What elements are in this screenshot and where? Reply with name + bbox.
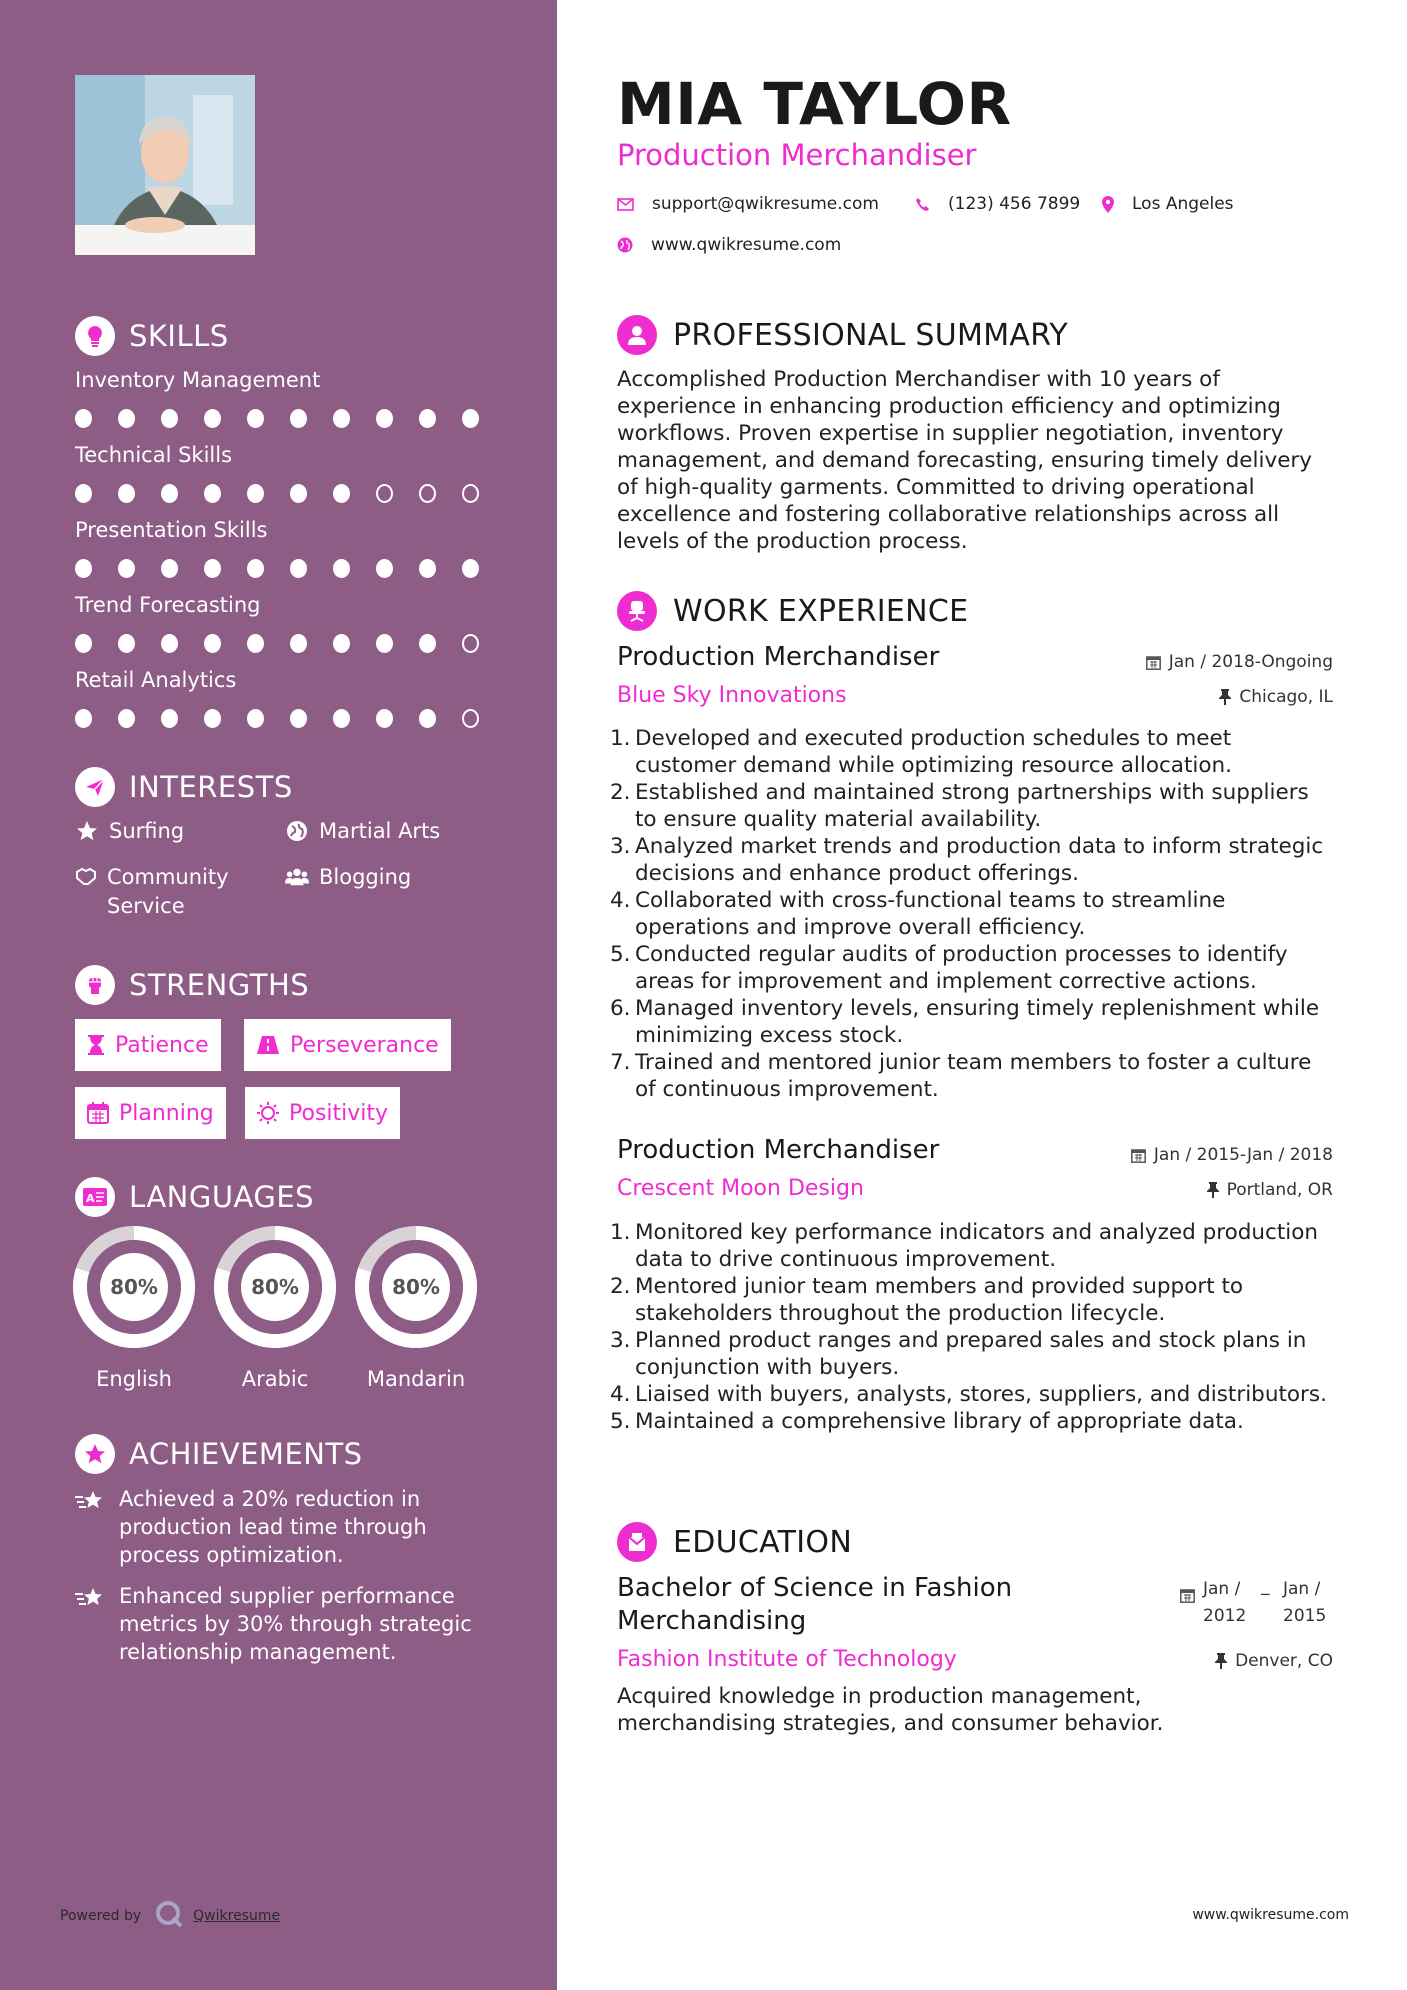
rating-dot-filled	[419, 559, 436, 578]
language-item	[354, 1225, 478, 1391]
languages-title: LANGUAGES	[129, 1180, 315, 1214]
bullet-number: 4.	[610, 888, 631, 913]
rating-dot-filled	[161, 709, 178, 728]
job-bullet	[610, 1219, 1330, 1273]
job-bullet	[610, 941, 1330, 995]
rating-dot-empty	[376, 484, 393, 503]
skills-title: SKILLS	[129, 319, 229, 353]
bullet-text: Analyzed market trends and production data to inform strategic decisions and enhance product offerings.	[635, 834, 1324, 886]
rating-dot-filled	[462, 409, 479, 428]
bullet-text: Liaised with buyers, analysts, stores, suppliers, and distributors.	[635, 1382, 1327, 1407]
achievement-text: Achieved a 20% reduction in production lead time through process optimization.	[119, 1487, 427, 1567]
profile-photo	[75, 75, 255, 255]
rating-dot-filled	[118, 484, 135, 503]
svg-text:A: A	[86, 1192, 95, 1205]
phone-icon	[915, 197, 930, 212]
job-company: Blue Sky Innovations	[617, 683, 847, 708]
interest-label: Martial Arts	[319, 819, 441, 843]
bullet-number: 5.	[610, 942, 631, 967]
interest-label: Community Service	[107, 865, 229, 918]
strengths-heading	[75, 963, 309, 1007]
bullet-text: Maintained a comprehensive library of appropriate data.	[635, 1409, 1244, 1434]
qwikresume-link[interactable]: Qwikresume	[193, 1908, 281, 1924]
strength-badge	[244, 1019, 451, 1071]
rating-dot-filled	[118, 709, 135, 728]
sidebar	[0, 0, 557, 1990]
rating-dot-filled	[333, 709, 350, 728]
contact-website	[617, 235, 841, 255]
job-location-text: Portland, OR	[1226, 1180, 1333, 1200]
job-title: Production Merchandiser	[617, 642, 940, 672]
rating-dot-filled	[161, 559, 178, 578]
candidate-title: Production Merchandiser	[617, 138, 977, 172]
rating-dot-filled	[161, 484, 178, 503]
rating-dot-filled	[204, 634, 221, 653]
rating-dot-filled	[118, 559, 135, 578]
job-location	[1207, 1180, 1333, 1200]
interest-label: Blogging	[319, 865, 412, 889]
job-location	[1219, 687, 1333, 707]
contact-phone	[915, 194, 1080, 214]
skill-item	[75, 515, 505, 578]
star-badge-icon	[75, 1434, 115, 1474]
language-item	[213, 1225, 337, 1391]
job-location-text: Chicago, IL	[1239, 687, 1333, 707]
envelope-icon	[617, 198, 634, 211]
strength-badge	[75, 1087, 226, 1139]
graduation-icon	[617, 1522, 657, 1562]
skill-name: Inventory Management	[75, 368, 321, 392]
road-icon	[256, 1035, 280, 1055]
skill-item	[75, 440, 505, 503]
rating-dot-filled	[290, 409, 307, 428]
bullet-number: 3.	[610, 1328, 631, 1353]
interest-item	[285, 863, 411, 892]
job-bullet	[610, 1381, 1330, 1408]
education-title: EDUCATION	[673, 1524, 853, 1560]
bullet-number: 5.	[610, 1409, 631, 1434]
experience-heading	[617, 591, 968, 631]
language-percent: 80%	[392, 1275, 440, 1299]
rating-dot-filled	[333, 409, 350, 428]
interest-item	[285, 817, 440, 846]
interest-label: Surfing	[109, 819, 185, 843]
job-bullet	[610, 1273, 1330, 1327]
rating-dot-empty	[462, 709, 479, 728]
bullet-number: 2.	[610, 1274, 631, 1299]
rating-dot-filled	[419, 409, 436, 428]
job-bullet	[610, 779, 1330, 833]
bullet-number: 1.	[610, 1220, 631, 1245]
user-icon	[617, 315, 657, 355]
bullet-number: 6.	[610, 996, 631, 1021]
rating-dot-filled	[247, 409, 264, 428]
rating-dot-filled	[290, 484, 307, 503]
job-title: Production Merchandiser	[617, 1135, 940, 1165]
achievement-text: Enhanced supplier performance metrics by 30% through strategic relationship management.	[119, 1584, 472, 1664]
language-name: Mandarin	[366, 1367, 466, 1391]
paper-plane-icon	[75, 767, 115, 807]
job-dates	[1146, 652, 1333, 672]
language-name: Arabic	[241, 1367, 309, 1391]
rating-dot-filled	[75, 634, 92, 653]
job-dates-text: Jan / 2018-Ongoing	[1168, 652, 1333, 672]
handshake-icon	[75, 863, 97, 886]
strength-label: Patience	[115, 1032, 209, 1058]
bullet-number: 1.	[610, 726, 631, 751]
shooting-star-icon	[75, 1582, 107, 1616]
calendar-icon	[1146, 655, 1161, 670]
skill-name: Trend Forecasting	[75, 593, 261, 617]
skill-rating	[75, 484, 505, 503]
bullet-number: 7.	[610, 1050, 631, 1075]
contact-location	[1102, 194, 1234, 214]
rating-dot-empty	[462, 634, 479, 653]
lightbulb-icon	[75, 316, 115, 356]
globe-icon	[285, 817, 309, 842]
job-bullet	[610, 995, 1330, 1049]
skill-rating	[75, 634, 505, 653]
education-description: Acquired knowledge in production management, merchandising strategies, and consumer behavior.	[617, 1684, 1164, 1736]
language-icon	[75, 1177, 115, 1217]
rating-dot-filled	[333, 484, 350, 503]
skill-name: Technical Skills	[75, 443, 233, 467]
users-icon	[285, 863, 309, 888]
strengths-title: STRENGTHS	[129, 968, 310, 1002]
rating-dot-filled	[290, 634, 307, 653]
rating-dot-filled	[161, 634, 178, 653]
summary-heading	[617, 315, 1068, 355]
job-bullet-list	[610, 1219, 1330, 1435]
rating-dot-filled	[75, 484, 92, 503]
globe-icon	[617, 237, 633, 253]
achievement-item	[75, 1485, 505, 1569]
skill-rating	[75, 409, 505, 428]
rating-dot-filled	[118, 409, 135, 428]
rating-dot-filled	[247, 484, 264, 503]
qwikresume-logo-icon	[155, 1900, 183, 1932]
rating-dot-filled	[462, 559, 479, 578]
skill-item	[75, 665, 505, 728]
office-chair-icon	[617, 591, 657, 631]
rating-dot-filled	[161, 409, 178, 428]
pushpin-icon	[1219, 689, 1231, 705]
job-bullet	[610, 725, 1330, 779]
language-progress-ring	[354, 1225, 478, 1349]
rating-dot-filled	[333, 634, 350, 653]
rating-dot-filled	[333, 559, 350, 578]
language-item	[72, 1225, 196, 1391]
rating-dot-filled	[247, 634, 264, 653]
powered-by	[60, 1900, 280, 1932]
fist-icon	[75, 965, 115, 1005]
skill-name: Presentation Skills	[75, 518, 268, 542]
strength-label: Planning	[119, 1100, 214, 1126]
bullet-text: Established and maintained strong partnerships with suppliers to ensure quality material availability.	[635, 780, 1309, 832]
job-dates-text: Jan / 2015-Jan / 2018	[1153, 1145, 1333, 1165]
education-location	[1215, 1651, 1333, 1671]
job-bullet	[610, 887, 1330, 941]
education-degree: Bachelor of Science in Fashion Merchandising	[617, 1573, 1013, 1636]
bullet-text: Collaborated with cross-functional teams to streamline operations and improve overall efficiency.	[635, 888, 1226, 940]
job-bullet	[610, 833, 1330, 887]
strength-badge	[245, 1087, 400, 1139]
bullet-text: Managed inventory levels, ensuring timely replenishment while minimizing excess stock.	[635, 996, 1320, 1048]
footer-website-link[interactable]: www.qwikresume.com	[1192, 1907, 1349, 1923]
rating-dot-empty	[462, 484, 479, 503]
contact-email	[617, 194, 879, 214]
rating-dot-empty	[419, 484, 436, 503]
skill-name: Retail Analytics	[75, 668, 237, 692]
education-school: Fashion Institute of Technology	[617, 1647, 957, 1672]
job-bullet	[610, 1408, 1330, 1435]
calendar-icon	[1180, 1576, 1195, 1603]
education-start: Jan / 2012	[1203, 1579, 1247, 1626]
education-dates: Jan / 2012 _ Jan / 2015	[1180, 1576, 1333, 1630]
skill-item	[75, 590, 505, 653]
rating-dot-filled	[247, 559, 264, 578]
rating-dot-filled	[75, 409, 92, 428]
rating-dot-filled	[75, 559, 92, 578]
map-pin-icon	[1102, 196, 1114, 213]
job-bullet	[610, 1327, 1330, 1381]
achievements-heading	[75, 1432, 363, 1476]
rating-dot-filled	[419, 634, 436, 653]
job-bullet-list	[610, 725, 1330, 1103]
rating-dot-filled	[204, 559, 221, 578]
skills-heading	[75, 314, 229, 358]
rating-dot-filled	[419, 709, 436, 728]
job-bullet	[610, 1049, 1330, 1103]
rating-dot-filled	[376, 559, 393, 578]
bullet-text: Planned product ranges and prepared sales and stock plans in conjunction with buyers.	[635, 1328, 1307, 1380]
rating-dot-filled	[204, 484, 221, 503]
website-link[interactable]: www.qwikresume.com	[651, 235, 842, 255]
bullet-text: Trained and mentored junior team members to foster a culture of continuous improvement.	[635, 1050, 1312, 1102]
email-text[interactable]: support@qwikresume.com	[652, 194, 879, 214]
summary-text: Accomplished Production Merchandiser with 10 years of experience in enhancing production efficiency and optimizing workflows. Proven expertise in supplier negotiation, inventory management, and demand forecasting, ensuring timely delivery of high-quality garments. Committed to driving operational excellence and fostering collaborative relationships across all levels of the production process.	[617, 367, 1312, 554]
rating-dot-filled	[75, 709, 92, 728]
skill-item	[75, 365, 505, 428]
phone-text[interactable]: (123) 456 7899	[948, 194, 1081, 214]
skill-rating	[75, 559, 505, 578]
rating-dot-filled	[204, 709, 221, 728]
strength-badge	[75, 1019, 221, 1071]
hourglass-icon	[87, 1034, 105, 1056]
interest-item	[75, 863, 275, 921]
calendar-icon	[1131, 1148, 1146, 1163]
calendar-icon	[87, 1102, 109, 1124]
education-end: Jan / 2015	[1283, 1579, 1327, 1626]
strength-label: Positivity	[289, 1100, 389, 1126]
rating-dot-filled	[204, 409, 221, 428]
experience-title: WORK EXPERIENCE	[673, 593, 969, 629]
job-company: Crescent Moon Design	[617, 1176, 864, 1201]
rating-dot-filled	[290, 559, 307, 578]
skill-rating	[75, 709, 505, 728]
job-dates	[1131, 1145, 1333, 1165]
interests-heading	[75, 765, 293, 809]
bullet-text: Conducted regular audits of production processes to identify areas for improvement and implement corrective actions.	[635, 942, 1288, 994]
powered-by-label: Powered by	[60, 1908, 142, 1924]
rating-dot-filled	[290, 709, 307, 728]
shooting-star-icon	[75, 1485, 107, 1519]
strength-label: Perseverance	[290, 1032, 439, 1058]
language-percent: 80%	[251, 1275, 299, 1299]
bullet-text: Mentored junior team members and provided support to stakeholders throughout the production lifecycle.	[635, 1274, 1244, 1326]
location-text: Los Angeles	[1132, 194, 1234, 214]
summary-title: PROFESSIONAL SUMMARY	[673, 317, 1069, 353]
interest-item	[75, 817, 184, 846]
language-percent: 80%	[110, 1275, 158, 1299]
education-location-text: Denver, CO	[1235, 1651, 1333, 1671]
sun-icon	[257, 1102, 279, 1124]
pushpin-icon	[1207, 1182, 1219, 1198]
pushpin-icon	[1215, 1653, 1227, 1669]
achievements-title: ACHIEVEMENTS	[129, 1437, 363, 1471]
bullet-text: Monitored key performance indicators and analyzed production data to drive continuous improvement.	[635, 1220, 1319, 1272]
education-heading	[617, 1522, 852, 1562]
rating-dot-filled	[376, 409, 393, 428]
language-progress-ring	[72, 1225, 196, 1349]
rating-dot-filled	[376, 634, 393, 653]
language-name: English	[96, 1367, 172, 1391]
bullet-number: 3.	[610, 834, 631, 859]
candidate-name: MIA TAYLOR	[617, 70, 1012, 138]
rating-dot-filled	[118, 634, 135, 653]
bullet-text: Developed and executed production schedules to meet customer demand while optimizing resource allocation.	[635, 726, 1233, 778]
rating-dot-filled	[376, 709, 393, 728]
interests-title: INTERESTS	[129, 770, 293, 804]
language-progress-ring	[213, 1225, 337, 1349]
rating-dot-filled	[247, 709, 264, 728]
bullet-number: 4.	[610, 1382, 631, 1407]
bullet-number: 2.	[610, 780, 631, 805]
star-icon	[75, 817, 99, 842]
languages-heading	[75, 1175, 314, 1219]
achievement-item	[75, 1582, 505, 1666]
